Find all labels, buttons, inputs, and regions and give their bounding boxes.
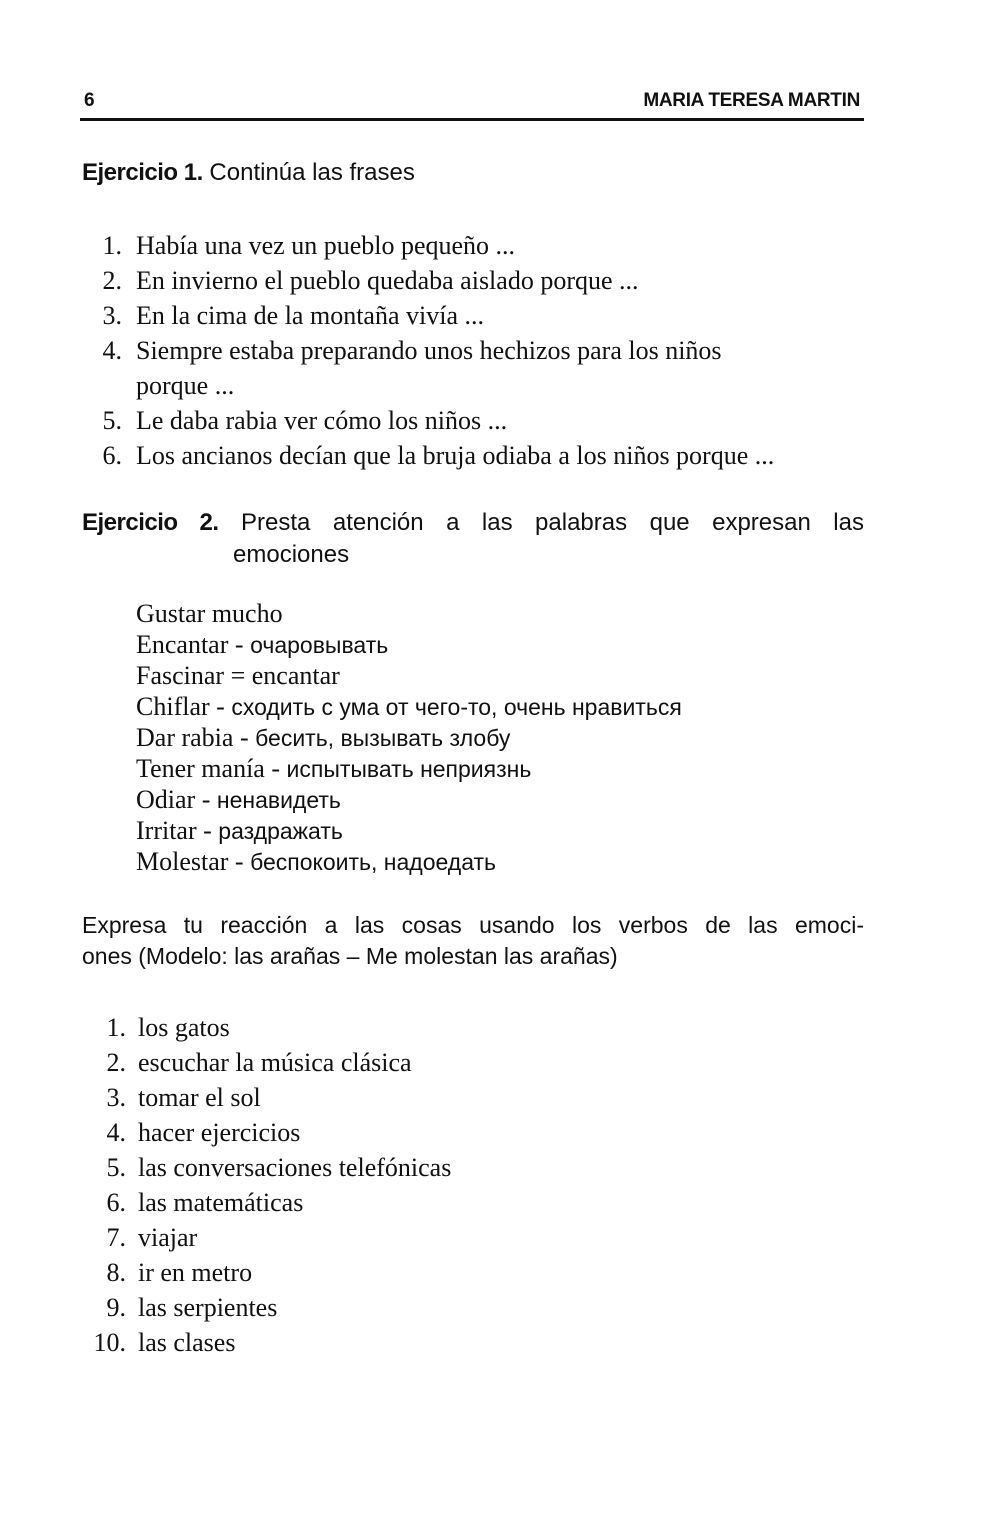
item-number: 4. (102, 336, 122, 365)
item-number: 8. (106, 1258, 126, 1287)
exercise2-label: Ejercicio 2. (82, 509, 219, 536)
list-item (80, 1115, 580, 1150)
separator: - (233, 723, 256, 752)
vocab-row (136, 722, 682, 753)
item-text: tomar el sol (138, 1083, 261, 1112)
item-number: 5. (106, 1153, 126, 1182)
item-number: 2. (106, 1048, 126, 1077)
item-text: hacer ejercicios (138, 1118, 301, 1147)
list-item (80, 333, 864, 403)
list-item (80, 1080, 580, 1115)
item-text: Los ancianos decían que la bruja odiaba a los niños porque ... (136, 441, 775, 470)
page-number: 6 (84, 90, 95, 111)
item-text: En invierno el pueblo quedaba aislado porque ... (136, 266, 639, 295)
item-text: Había una vez un pueblo pequeño ... (136, 231, 516, 260)
translation: испытывать неприязнь (286, 756, 532, 782)
list-item (80, 298, 864, 333)
item-text: Siempre estaba preparando unos hechizos para los niños (136, 336, 722, 365)
separator: - (209, 692, 232, 721)
exercise1-title: Continúa las frases (209, 159, 415, 186)
spanish-term: Chiflar (136, 692, 210, 721)
vocab-row (136, 629, 682, 660)
reaction-list (80, 1010, 580, 1360)
spanish-term: Gustar mucho (136, 599, 283, 628)
item-text: viajar (138, 1223, 198, 1252)
item-text: escuchar la música clásica (138, 1048, 412, 1077)
page-header (80, 86, 864, 121)
item-text-continued: porque ... (136, 371, 235, 400)
item-number: 4. (106, 1118, 126, 1147)
item-number: 5. (102, 406, 122, 435)
spanish-term: Dar rabia (136, 723, 234, 752)
spanish-term: Irritar (136, 816, 197, 845)
item-number: 6. (106, 1188, 126, 1217)
separator: - (264, 754, 287, 783)
item-number: 7. (106, 1223, 126, 1252)
translation: раздражать (218, 818, 343, 844)
item-number: 6. (102, 441, 122, 470)
translation: сходить с ума от чего-то, очень нравиться (231, 694, 682, 720)
translation: очаровывать (250, 632, 389, 658)
list-item (80, 1185, 580, 1220)
vocab-row (136, 784, 682, 815)
spanish-term: Odiar (136, 785, 196, 814)
translation: бесить, вызывать злобу (255, 725, 511, 751)
item-text: las serpientes (138, 1293, 278, 1322)
spanish-term: Fascinar (136, 661, 225, 690)
item-text: las matemáticas (138, 1188, 304, 1217)
vocab-row (136, 660, 682, 691)
separator: - (228, 847, 251, 876)
item-number: 3. (102, 301, 122, 330)
list-item (80, 1150, 580, 1185)
list-item (80, 1255, 580, 1290)
exercise2-title-line1: Presta atención a las palabras que expresan las (241, 509, 864, 536)
list-item (80, 263, 864, 298)
item-text: Le daba rabia ver cómo los niños ... (136, 406, 508, 435)
list-item (80, 438, 864, 473)
item-text: En la cima de la montaña vivía ... (136, 301, 484, 330)
spanish-term: Molestar (136, 847, 229, 876)
list-item (80, 228, 864, 263)
separator: - (196, 816, 219, 845)
list-item (80, 1290, 580, 1325)
item-number: 1. (106, 1013, 126, 1042)
list-item (80, 1010, 580, 1045)
translation: беспокоить, надоедать (250, 849, 497, 875)
separator: - (195, 785, 217, 814)
separator: = (224, 661, 252, 690)
item-text: las conversaciones telefónicas (138, 1153, 452, 1182)
emotion-vocabulary (136, 598, 682, 877)
vocab-row (136, 691, 682, 722)
vocab-row (136, 846, 682, 877)
vocab-row (136, 753, 682, 784)
instruction-paragraph (82, 910, 864, 972)
item-number: 3. (106, 1083, 126, 1112)
exercise1-list (80, 228, 864, 473)
item-number: 1. (102, 231, 122, 260)
spanish-term: Encantar (136, 630, 229, 659)
exercise2-heading (82, 508, 864, 538)
exercise2-title-line2: emociones (233, 541, 350, 568)
list-item (80, 403, 864, 438)
list-item (80, 1045, 580, 1080)
separator: - (228, 630, 251, 659)
item-text: ir en metro (138, 1258, 253, 1287)
translation: encantar (251, 661, 340, 690)
instruction-line2: ones (Modelo: las arañas – Me molestan las arañas) (82, 943, 618, 969)
list-item (80, 1220, 580, 1255)
item-text: las clases (138, 1328, 236, 1357)
vocab-row (136, 598, 682, 629)
item-number: 9. (106, 1293, 126, 1322)
exercise1-label: Ejercicio 1. (82, 159, 203, 186)
translation: ненавидеть (216, 787, 341, 813)
spanish-term: Tener manía (136, 754, 265, 783)
running-head: MARIA TERESA MARTIN (643, 90, 860, 111)
item-number: 2. (102, 266, 122, 295)
item-number: 10. (93, 1328, 126, 1357)
instruction-line1: Expresa tu reacción a las cosas usando los verbos de las emoci- (82, 912, 864, 938)
exercise1-heading (82, 158, 415, 188)
vocab-row (136, 815, 682, 846)
item-text: los gatos (138, 1013, 230, 1042)
list-item (80, 1325, 580, 1360)
